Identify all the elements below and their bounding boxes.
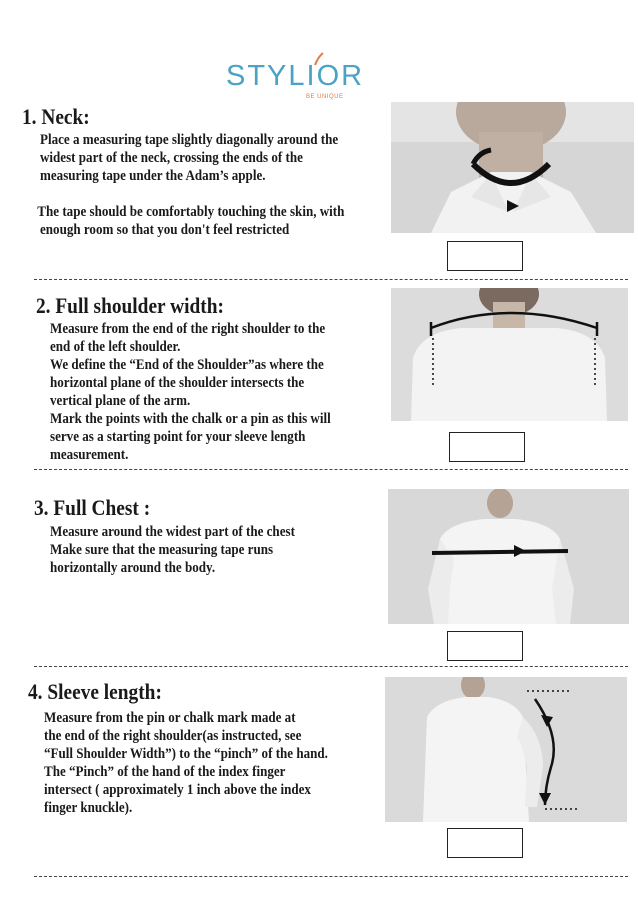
chest-photo <box>388 489 629 624</box>
brand-tagline: BE UNIQUE <box>306 94 344 100</box>
text-line: Measure around the widest part of the chest <box>50 524 295 540</box>
text-line: horizontally around the body. <box>50 560 216 576</box>
text-line: enough room so that you don't feel restricted <box>40 222 290 238</box>
brand-name: STYLIOR <box>226 60 365 92</box>
text-line: end of the left shoulder. <box>50 339 181 355</box>
brand-logo <box>226 52 365 104</box>
section-divider <box>34 876 628 877</box>
section-divider <box>34 469 628 470</box>
text-line: “Full Shoulder Width”) to the “pinch” of the hand. <box>44 746 328 762</box>
text-line: The tape should be comfortably touching the skin, with <box>37 204 345 220</box>
section-heading-shoulder: 2. Full shoulder width: <box>36 293 224 318</box>
section-heading-sleeve: 4. Sleeve length: <box>28 679 162 704</box>
text-line: vertical plane of the arm. <box>50 393 191 409</box>
sleeve-photo <box>385 677 627 822</box>
text-line: measurement. <box>50 447 129 463</box>
shoulder-photo <box>391 288 628 421</box>
text-line: horizontal plane of the shoulder intersects the <box>50 375 305 391</box>
text-line: the end of the right shoulder(as instructed, see <box>44 728 302 744</box>
neck-photo <box>391 102 634 233</box>
chest-measurement-box[interactable] <box>447 631 523 661</box>
section-text-sleeve <box>44 709 328 817</box>
text-line: Measure from the pin or chalk mark made at <box>44 710 296 726</box>
text-line: Mark the points with the chalk or a pin as this will <box>50 411 331 427</box>
section-divider <box>34 279 628 280</box>
sleeve-measurement-box[interactable] <box>447 828 523 858</box>
section-text-chest <box>50 523 295 577</box>
text-line: measuring tape under the Adam’s apple. <box>40 168 266 184</box>
text-line: We define the “End of the Shoulder”as where the <box>50 357 324 373</box>
text-line: finger knuckle). <box>44 800 133 816</box>
section-heading-chest: 3. Full Chest : <box>34 495 151 520</box>
text-line: serve as a starting point for your sleeve length <box>50 429 306 445</box>
text-line: The “Pinch” of the hand of the index finger <box>44 764 286 780</box>
section-text-neck <box>37 131 345 239</box>
neck-measurement-box[interactable] <box>447 241 523 271</box>
text-line: widest part of the neck, crossing the ends of the <box>40 150 303 166</box>
section-text-shoulder <box>50 320 331 464</box>
shoulder-measurement-box[interactable] <box>449 432 525 462</box>
text-line: Measure from the end of the right shoulder to the <box>50 321 326 337</box>
section-heading-neck: 1. Neck: <box>22 104 90 129</box>
section-divider <box>34 666 628 667</box>
text-line: intersect ( approximately 1 inch above the index <box>44 782 311 798</box>
text-line: Make sure that the measuring tape runs <box>50 542 274 558</box>
text-line <box>40 185 344 203</box>
logo-accent-mark <box>312 52 324 66</box>
text-line: Place a measuring tape slightly diagonally around the <box>40 132 339 148</box>
